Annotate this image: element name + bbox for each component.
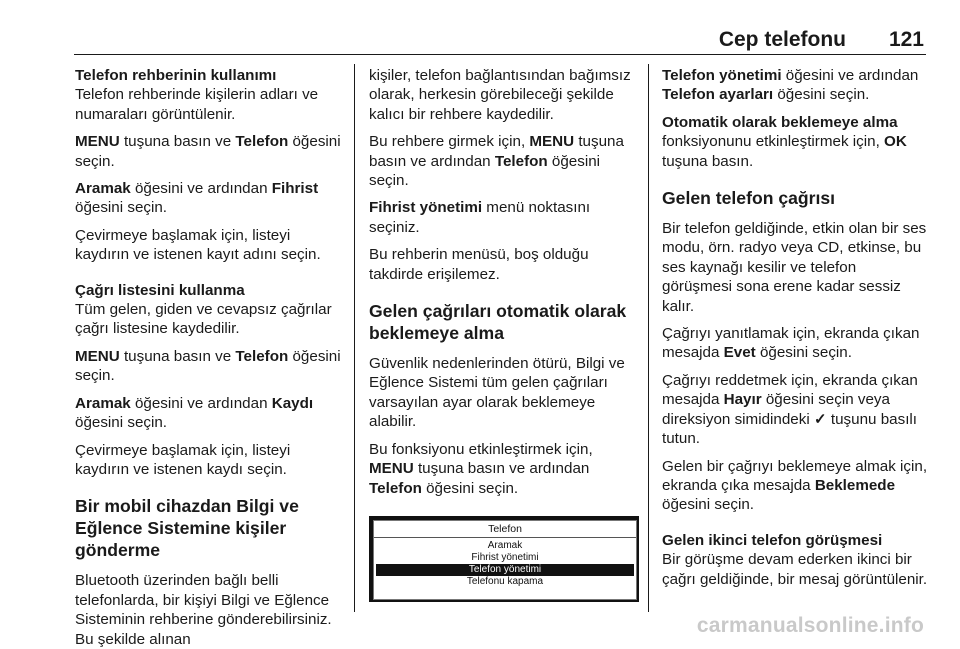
paragraph xyxy=(662,371,930,449)
paragraph xyxy=(75,179,343,218)
text: menü noktasını seçiniz. xyxy=(369,199,591,236)
paragraph: Bir telefon geldiğinde, etkin olan bir ses modu, örn. radyo veya CD, etkinse, bu ses kaynağı kesilir ve telefon görüşmesi sona erene kadar sessiz kalır. xyxy=(662,220,927,315)
column-3 xyxy=(662,66,930,597)
text: öğesini seçin. xyxy=(75,133,341,170)
text: Çağrıyı reddetmek için, ekranda çıkan mesajda xyxy=(662,371,918,409)
text: öğesini seçin. xyxy=(369,152,601,190)
page-number: 121 xyxy=(888,28,924,51)
paragraph: Bir görüşme devam ederken ikinci bir çağrı geldiğinde, bir mesaj görüntülenir. xyxy=(662,551,928,588)
paragraph xyxy=(662,457,930,515)
menu-label: Telefon xyxy=(494,152,548,170)
key-label: MENU xyxy=(369,460,414,478)
menu-item-telefonu-kapama: Telefonu kapama xyxy=(466,575,544,587)
text: Gelen bir çağrıyı beklemeye almak için, ekranda çıka mesajda xyxy=(662,457,928,494)
paragraph: Çevirmeye başlamak için, listeyi kaydırın ve istenen kayıt adını seçin. xyxy=(75,226,321,264)
key-label: OK xyxy=(884,133,907,151)
watermark: carmanualsonline.info xyxy=(696,614,924,637)
subheading-call-list: Çağrı listesini kullanma xyxy=(75,281,245,299)
page-header xyxy=(0,0,960,58)
text: tuşuna basın. xyxy=(662,152,754,170)
text: öğesini seçin. xyxy=(421,479,519,497)
paragraph: Bluetooth üzerinden bağlı belli telefonlarda, bir kişiyi Bilgi ve Eğlence Sisteminin rehberine gönderebilirsiniz. Bu şekilde alınan xyxy=(75,572,332,648)
text: Çağrıyı yanıtlamak için, ekranda çıkan mesajda xyxy=(662,325,920,362)
column-2 xyxy=(369,66,637,602)
menu-label: Telefon xyxy=(235,347,289,365)
menu-item-aramak: Aramak xyxy=(487,539,523,551)
text: öğesini ve ardından xyxy=(781,67,919,84)
heading-auto-hold: Gelen çağrıları otomatik olarak beklemeye alma xyxy=(369,301,627,344)
phone-menu-title: Telefon xyxy=(374,521,636,538)
paragraph xyxy=(662,113,930,171)
text: tuşuna basın ve ardından xyxy=(413,460,590,478)
paragraph xyxy=(75,347,343,386)
paragraph xyxy=(369,440,637,498)
paragraph xyxy=(75,132,343,171)
subheading-phonebook: Telefon rehberinin kullanımı xyxy=(75,67,277,84)
menu-label: Aramak xyxy=(75,394,131,412)
menu-label: Telefon yönetimi xyxy=(662,67,782,84)
menu-item-fihrist-yonetimi: Fihrist yönetimi xyxy=(471,551,539,563)
paragraph xyxy=(662,324,930,363)
text: tuşuna basın ve xyxy=(119,133,236,151)
text: fonksiyonunu etkinleştirmek için, xyxy=(662,133,885,151)
menu-label: Fihrist xyxy=(271,180,319,198)
key-label: MENU xyxy=(75,347,120,365)
menu-label: Hayır xyxy=(723,391,762,409)
text: öğesini seçin. xyxy=(75,199,168,217)
paragraph xyxy=(369,132,637,190)
paragraph xyxy=(75,394,343,433)
column-divider xyxy=(648,64,649,612)
menu-label: Fihrist yönetimi xyxy=(369,199,483,217)
paragraph: Tüm gelen, giden ve cevapsız çağrılar çağrı listesine kaydedilir. xyxy=(75,301,332,338)
heading-send-contacts: Bir mobil cihazdan Bilgi ve Eğlence Sistemine kişiler gönderme xyxy=(75,496,299,561)
text: tuşuna basın ve xyxy=(119,347,236,365)
text: öğesini ve ardından xyxy=(130,394,272,412)
key-label: MENU xyxy=(529,133,575,151)
paragraph: Bu rehberin menüsü, boş olduğu takdirde erişilemez. xyxy=(369,246,589,283)
key-label: MENU xyxy=(75,133,120,151)
text: öğesini seçin. xyxy=(75,347,341,385)
column-1 xyxy=(75,66,343,649)
text: öğesini ve ardından xyxy=(130,180,272,198)
menu-label: Telefon ayarları xyxy=(662,86,774,104)
chapter-title: Cep telefonu xyxy=(718,28,846,51)
menu-label: Telefon xyxy=(235,133,289,151)
column-divider xyxy=(354,64,355,612)
phone-menu-figure xyxy=(369,516,639,602)
menu-label: Kaydı xyxy=(271,394,314,412)
menu-label: Otomatik olarak beklemeye alma xyxy=(662,113,898,131)
text: öğesini seçin. xyxy=(755,344,852,362)
menu-label: Telefon xyxy=(369,479,422,497)
text: tuşunu basılı tutun. xyxy=(662,410,918,448)
paragraph xyxy=(662,66,930,105)
paragraph: Çevirmeye başlamak için, listeyi kaydırın ve istenen kaydı seçin. xyxy=(75,441,291,478)
paragraph: Telefon rehberinde kişilerin adları ve numaraları görüntülenir. xyxy=(75,86,319,123)
paragraph: Güvenlik nedenlerinden ötürü, Bilgi ve Eğlence Sistemi tüm gelen çağrıları varsayılan ayar olarak beklemeye alabilir. xyxy=(369,355,625,431)
header-rule xyxy=(74,54,926,55)
menu-label: Aramak xyxy=(75,180,131,198)
text: Bu fonksiyonu etkinleştirmek için, xyxy=(369,440,593,458)
paragraph xyxy=(369,198,637,237)
text: öğesini seçin veya direksiyon simidindeki xyxy=(662,391,890,428)
text: öğesini seçin. xyxy=(662,496,755,514)
text: tuşuna basın ve ardından xyxy=(369,133,624,170)
phone-menu-screen xyxy=(373,520,637,600)
menu-label: Beklemede xyxy=(814,476,896,494)
checkmark-icon: ✓ xyxy=(813,410,827,428)
heading-incoming-call: Gelen telefon çağrısı xyxy=(662,188,836,209)
subheading-second-call: Gelen ikinci telefon görüşmesi xyxy=(662,531,883,549)
text: öğesini seçin. xyxy=(773,86,870,104)
text: Bu rehbere girmek için, xyxy=(369,133,530,151)
text: öğesini seçin. xyxy=(75,414,168,432)
menu-label: Evet xyxy=(723,344,756,362)
menu-item-telefon-yonetimi: Telefon yönetimi xyxy=(376,564,634,576)
paragraph: kişiler, telefon bağlantısından bağımsız olarak, herkesin görebileceği şekilde kalıcı bir rehbere kaydedilir. xyxy=(369,67,631,123)
